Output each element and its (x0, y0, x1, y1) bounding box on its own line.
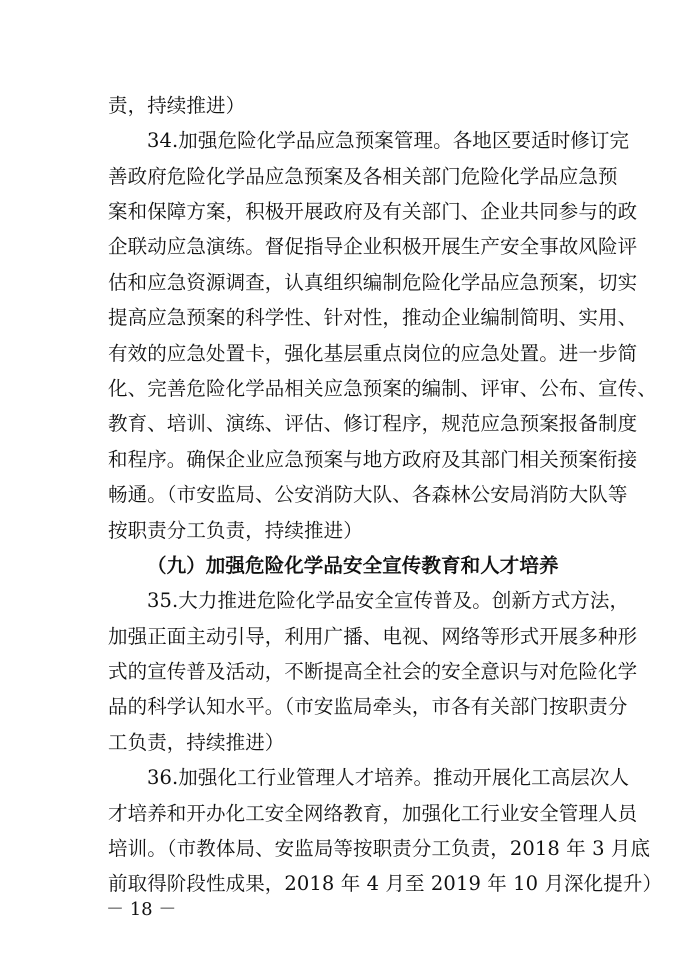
text-line: 工负责，持续推进） (108, 731, 285, 754)
text-line: 式的宣传普及活动，不断提高全社会的安全意识与对危险化学 (108, 660, 638, 683)
text-line: 教育、培训、演练、评估、修订程序，规范应急预案报备制度 (108, 412, 638, 435)
text-line: 前取得阶段性成果，2018 年 4 月至 2019 年 10 月深化提升） (108, 872, 663, 895)
text-line: 才培养和开办化工安全网络教育，加强化工行业安全管理人员 (108, 802, 638, 825)
text-line: 估和应急资源调查，认真组织编制危险化学品应急预案，切实 (108, 271, 638, 294)
text-line: 培训。（市教体局、安监局等按职责分工负责，2018 年 3 月底 (108, 837, 651, 860)
paragraph-35-first-line: 35.大力推进危险化学品安全宣传普及。创新方式方法， (147, 589, 630, 612)
text-line: 企联动应急演练。督促指导企业积极开展生产安全事故风险评 (108, 235, 638, 258)
text-line: 化、完善危险化学品相关应急预案的编制、评审、公布、宣传、 (108, 377, 657, 400)
text-line: 品的科学认知水平。（市安监局牵头，市各有关部门按职责分 (108, 695, 628, 718)
text-line: 有效的应急处置卡，强化基层重点岗位的应急处置。进一步简 (108, 342, 638, 365)
text-line: 责，持续推进） (108, 94, 246, 117)
paragraph-36-first-line: 36.加强化工行业管理人才培养。推动开展化工高层次人 (147, 766, 630, 789)
text-line: 加强正面主动引导，利用广播、电视、网络等形式开展多种形 (108, 625, 638, 648)
section-heading: （九）加强危险化学品安全宣传教育和人才培养 (147, 554, 559, 577)
page-number: － 18 － (106, 899, 177, 920)
paragraph-34-first-line: 34.加强危险化学品应急预案管理。各地区要适时修订完 (147, 129, 630, 152)
text-line: 案和保障方案，积极开展政府及有关部门、企业共同参与的政 (108, 200, 638, 223)
text-line: 提高应急预案的科学性、针对性，推动企业编制简明、实用、 (108, 306, 638, 329)
text-line: 和程序。确保企业应急预案与地方政府及其部门相关预案衔接 (108, 448, 638, 471)
text-line: 按职责分工负责，持续推进） (108, 519, 363, 542)
text-line: 畅通。（市安监局、公安消防大队、各森林公安局消防大队等 (108, 483, 628, 506)
text-line: 善政府危险化学品应急预案及各相关部门危险化学品应急预 (108, 165, 618, 188)
